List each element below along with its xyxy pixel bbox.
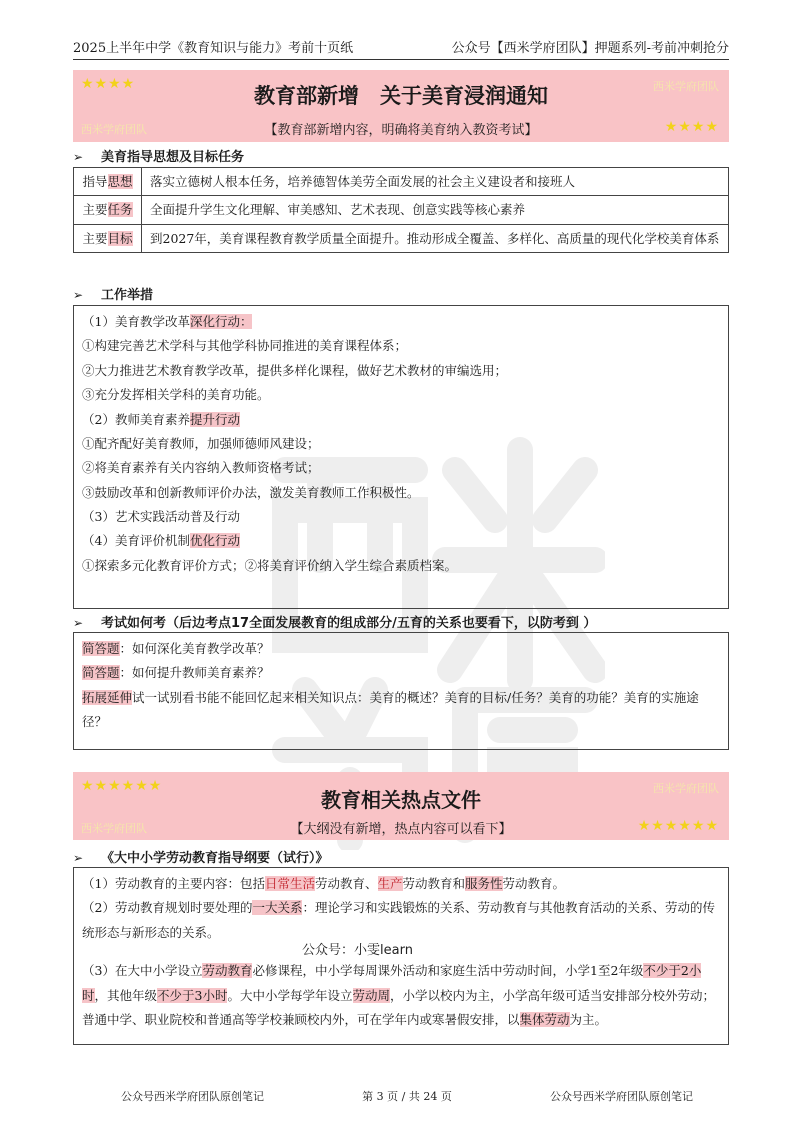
overlay-note: 公众号：小雯learn [302,943,413,958]
table-key-cell [74,196,142,224]
section-title: 《大中小学劳动教育指导纲要（试行）》 [101,851,329,866]
measure-heading [82,408,720,432]
stars-left-decoration: ★★★★★★ [81,778,163,794]
footer-right-text: 公众号西米学府团队原创笔记 [550,1090,693,1103]
arrow-bullet-icon: ➢ [73,150,84,164]
stars-left-decoration: ★★★★ [81,76,136,92]
table-row [74,224,729,252]
arrow-bullet-icon: ➢ [73,616,84,630]
labor-item: （3）在大中小学设立劳动教育必修课程，中小学每周课外活动和家庭生活中劳动时间，小学1至2年级不少于2小时，其他年级不少于3小时。大中小学每学年设立劳动周，小学以校内为主，小学高年级可适当安排部分校外劳动；普通中学、职业院校和普通高等学校兼顾校内外，可在学年内或寒暑假安排，以集体劳动为主。 [82,963,716,1027]
key-highlight: 目标 [107,230,133,246]
list-item: ②大力推进艺术教育教学改革，提供多样化课程，做好艺术教材的审编选用； [82,362,508,378]
brand-mark-left: 西米学府团队 [81,822,147,835]
section-title: 工作举措 [101,288,154,303]
brand-mark-right: 西米学府团队 [653,782,719,795]
page-footer [73,1088,729,1104]
measure-text: （4）美育评价机制 [82,533,190,549]
arrow-bullet-icon: ➢ [73,288,84,302]
measure-highlight: 提升行动 [189,411,240,427]
section-title: 美育指导思想及目标任务 [101,150,245,165]
question-item [82,661,720,685]
list-item: ①配齐配好美育教师，加强师德师风建设； [82,435,320,451]
header-left-text: 2025上半年中学《教育知识与能力》考前十页纸 [73,41,354,56]
question-text: 试一试别看书能不能回忆起来相关知识点：美育的概述？美育的目标/任务？美育的功能？美育的实施途径？ [82,689,699,730]
list-item: ③充分发挥相关学科的美育功能。 [82,387,270,403]
question-tag: 拓展延伸 [82,689,133,705]
table-value-cell: 落实立德树人根本任务，培养德智体美劳全面发展的社会主义建设者和接班人 [142,168,729,196]
measures-box [73,305,729,609]
key-text: 主要 [82,202,108,218]
guidelines-table [73,167,729,253]
measure-highlight: 深化行动： [189,314,253,329]
section-heading-measures [73,284,153,303]
section-heading-labor [73,847,329,866]
question-text: ：如何提升教师美育素养？ [119,665,270,681]
measure-highlight: 优化行动 [189,533,240,549]
question-item [82,686,720,735]
table-row [74,196,729,224]
list-item: ①探索多元化教育评价方式；②将美育评价纳入学生综合素质档案。 [82,557,458,573]
stars-right-decoration: ★★★★★★ [637,818,719,834]
page-number: 第 3 页 / 共 24 页 [362,1090,452,1103]
key-highlight: 思想 [107,174,133,189]
question-text: ：如何深化美育教学改革？ [119,641,270,656]
measure-heading [82,529,720,553]
brand-mark-left: 西米学府团队 [81,123,147,136]
measure-text: （1）美育教学改革 [82,314,190,329]
exam-box [73,632,729,750]
page-header [73,36,729,60]
section-heading-exam [73,612,596,631]
table-value-cell: 到2027年，美育课程教育教学质量全面提升。推动形成全覆盖、多样化、高质量的现代化学校美育体系 [142,224,729,252]
table-key-cell [74,224,142,252]
brand-mark-right: 西米学府团队 [653,80,719,93]
measure-heading [82,310,720,334]
table-value-cell: 全面提升学生文化理解、审美感知、艺术表现、创意实践等核心素养 [142,196,729,224]
labor-item: （2）劳动教育规划时要处理的一大关系：理论学习和实践锻炼的关系、劳动教育与其他教育活动的关系、劳动的传统形态与新形态的关系。 [82,900,715,940]
measure-text: （2）教师美育素养 [82,411,190,427]
list-item: ③鼓励改革和创新教师评价办法，激发美育教师工作积极性。 [82,484,420,500]
list-item: ①构建完善艺术学科与其他学科协同推进的美育课程体系； [82,338,408,354]
banner-title: 教育部新增 关于美育浸润通知 [254,84,548,108]
section-title: 考试如何考（后边考点17全面发展教育的组成部分/五育的关系也要看下，以防考到 ） [101,616,597,631]
table-key-cell [74,168,142,196]
key-highlight: 任务 [107,202,133,218]
section-heading-guidelines [73,146,244,165]
stars-right-decoration: ★★★★ [664,119,719,135]
banner-title: 教育相关热点文件 [321,788,481,812]
arrow-bullet-icon: ➢ [73,851,84,865]
banner-hot-files [73,772,729,840]
footer-left-text: 公众号西米学府团队原创笔记 [121,1090,264,1103]
key-text: 指导 [82,174,108,189]
table-row [74,168,729,196]
key-text: 主要 [82,230,108,246]
question-tag: 简答题 [82,641,120,656]
labor-item: （1）劳动教育的主要内容：包括日常生活劳动教育、生产劳动教育和服务性劳动教育。 [82,876,566,891]
banner-subtitle: 【教育部新增内容，明确将美育纳入教资考试】 [264,123,538,138]
measure-heading: （3）艺术实践活动普及行动 [82,509,240,524]
list-item: ②将美育素养有关内容纳入教师资格考试； [82,460,320,476]
question-item [82,637,720,661]
banner-subtitle: 【大纲没有新增，热点内容可以看下】 [290,822,512,837]
header-right-text: 公众号【西米学府团队】押题系列-考前冲刺抢分 [451,41,729,56]
question-tag: 简答题 [82,665,120,681]
banner-meiyu [73,70,729,142]
